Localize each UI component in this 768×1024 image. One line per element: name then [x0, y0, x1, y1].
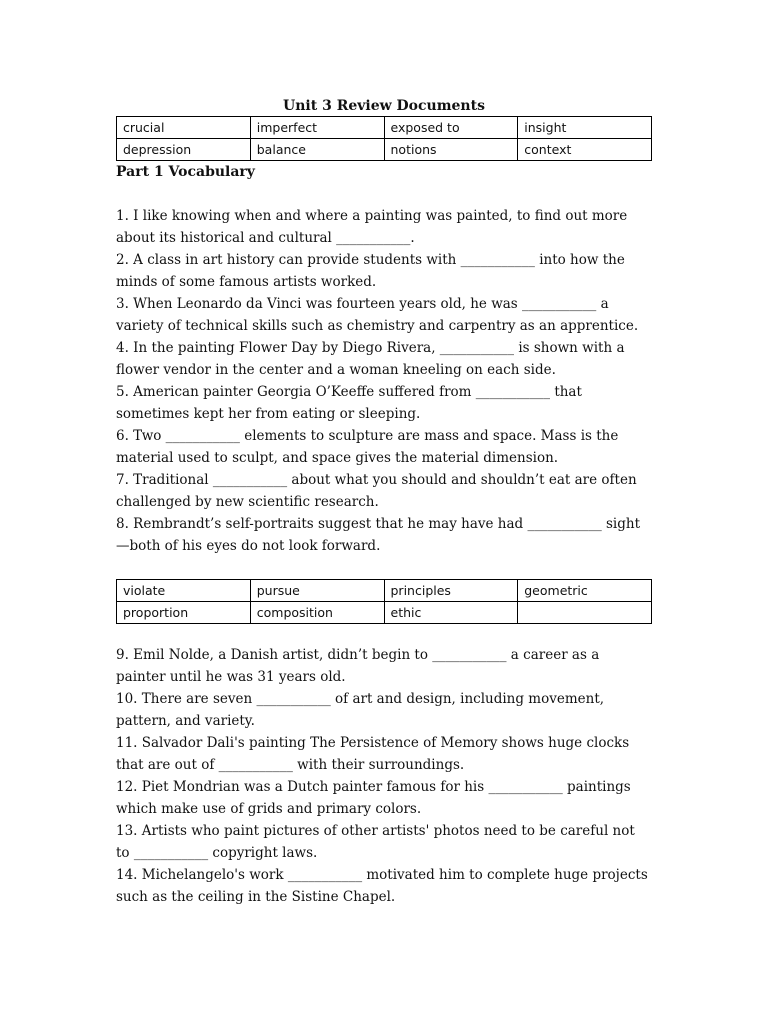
word-bank-table-2 — [116, 579, 652, 624]
word-bank-table-1 — [116, 116, 652, 161]
question-list-1 — [116, 205, 652, 557]
word-bank-cell: proportion — [117, 602, 251, 624]
question-list-2 — [116, 644, 652, 908]
word-bank-cell: violate — [117, 580, 251, 602]
question-item: 4. In the painting Flower Day by Diego Rivera, ___________ is shown with a flower vendor in the center and a woman kneeling on each side. — [116, 340, 625, 378]
word-bank-cell: geometric — [518, 580, 652, 602]
question-item: 11. Salvador Dali's painting The Persistence of Memory shows huge clocks that are out of ___________ with their surroundings. — [116, 735, 630, 773]
part-heading: Part 1 Vocabulary — [116, 164, 255, 180]
table-row — [117, 117, 652, 139]
question-item: 10. There are seven ___________ of art and design, including movement, pattern, and variety. — [116, 691, 605, 729]
question-item: 12. Piet Mondrian was a Dutch painter famous for his ___________ paintings which make use of grids and primary colors. — [116, 779, 631, 817]
question-item: 13. Artists who paint pictures of other artists' photos need to be careful not to ___________ copyright laws. — [116, 823, 635, 861]
word-bank-cell: pursue — [250, 580, 384, 602]
question-item: 7. Traditional ___________ about what you should and shouldn’t eat are often challenged by new scientific research. — [116, 472, 637, 510]
word-bank-cell: imperfect — [250, 117, 384, 139]
document-page — [116, 96, 652, 908]
word-bank-cell: composition — [250, 602, 384, 624]
word-bank-cell — [518, 602, 652, 624]
document-title: Unit 3 Review Documents — [283, 98, 485, 114]
question-item: 14. Michelangelo's work ___________ motivated him to complete huge projects such as the ceiling in the Sistine Chapel. — [116, 867, 648, 905]
word-bank-cell: principles — [384, 580, 518, 602]
word-bank-cell: insight — [518, 117, 652, 139]
question-item: 2. A class in art history can provide students with ___________ into how the minds of some famous artists worked. — [116, 252, 625, 290]
word-bank-cell: notions — [384, 139, 518, 161]
word-bank-cell: balance — [250, 139, 384, 161]
table-row — [117, 602, 652, 624]
word-bank-cell: exposed to — [384, 117, 518, 139]
word-bank-cell: depression — [117, 139, 251, 161]
question-item: 6. Two ___________ elements to sculpture are mass and space. Mass is the material used to sculpt, and space gives the material dimension. — [116, 428, 619, 466]
question-item: 3. When Leonardo da Vinci was fourteen years old, he was ___________ a variety of technical skills such as chemistry and carpentry as an apprentice. — [116, 296, 639, 334]
question-item: 8. Rembrandt’s self-portraits suggest that he may have had ___________ sight—both of his eyes do not look forward. — [116, 516, 641, 554]
word-bank-cell: ethic — [384, 602, 518, 624]
table-row — [117, 139, 652, 161]
question-item: 9. Emil Nolde, a Danish artist, didn’t begin to ___________ a career as a painter until he was 31 years old. — [116, 647, 600, 685]
question-item: 5. American painter Georgia O’Keeffe suffered from ___________ that sometimes kept her from eating or sleeping. — [116, 384, 582, 422]
word-bank-cell: crucial — [117, 117, 251, 139]
word-bank-cell: context — [518, 139, 652, 161]
question-item: 1. I like knowing when and where a painting was painted, to find out more about its historical and cultural ___________. — [116, 208, 628, 246]
table-row — [117, 580, 652, 602]
